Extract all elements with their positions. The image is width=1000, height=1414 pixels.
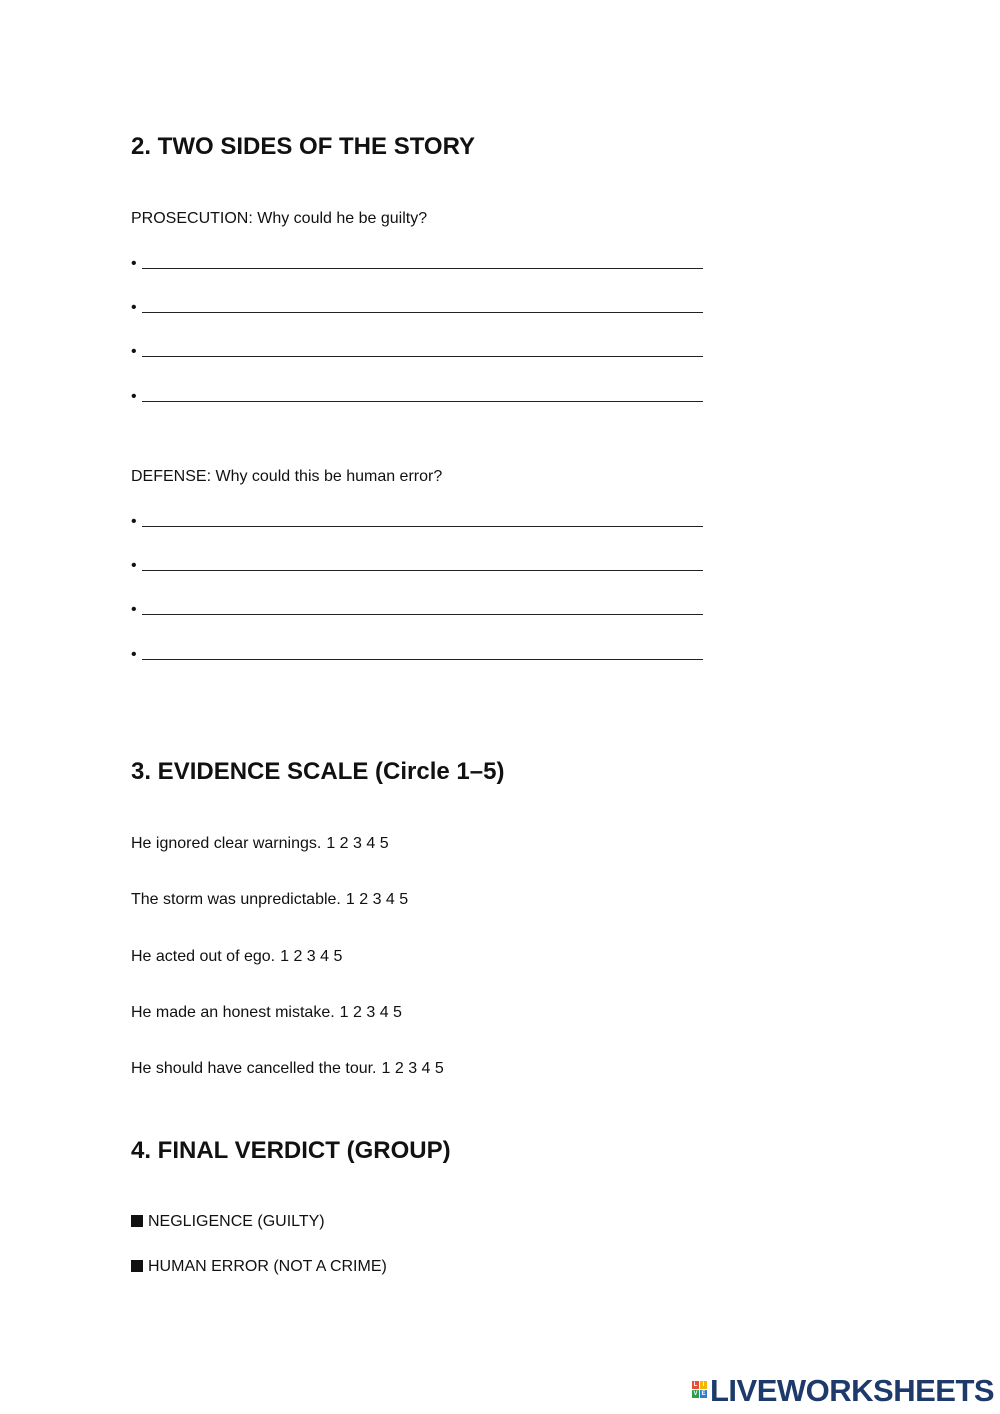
answer-underline	[142, 356, 703, 357]
bullet-dot: •	[131, 646, 137, 663]
answer-underline	[142, 614, 703, 615]
section-2-title: 2. TWO SIDES OF THE STORY	[131, 133, 476, 160]
liveworksheets-logo	[692, 1374, 994, 1408]
evidence-statement: He ignored clear warnings.	[131, 835, 322, 852]
logo-grid-cell: L	[693, 1382, 698, 1388]
evidence-item-5	[131, 1059, 444, 1079]
section-4-title: 4. FINAL VERDICT (GROUP)	[131, 1137, 451, 1164]
bullet-dot: •	[131, 388, 137, 405]
evidence-item-3	[131, 947, 342, 967]
defense-answer-line-4[interactable]	[131, 645, 703, 665]
bullet-dot: •	[131, 343, 137, 360]
bullet-dot: •	[131, 601, 137, 618]
prosecution-answer-line-4[interactable]	[131, 387, 703, 407]
verdict-option-negligence[interactable]	[131, 1212, 325, 1232]
rating-scale[interactable]: 1 2 3 4 5	[339, 1004, 402, 1021]
logo-wordmark: LIVEWORKSHEETS	[710, 1373, 995, 1408]
rating-scale[interactable]: 1 2 3 4 5	[381, 1060, 444, 1077]
prosecution-answer-line-1[interactable]	[131, 254, 703, 274]
verdict-option-label: HUMAN ERROR (NOT A CRIME)	[148, 1258, 387, 1275]
checkbox-square-icon[interactable]	[131, 1260, 143, 1272]
evidence-statement: He made an honest mistake.	[131, 1004, 335, 1021]
evidence-item-2	[131, 890, 408, 910]
answer-underline	[142, 659, 703, 660]
rating-scale[interactable]: 1 2 3 4 5	[280, 948, 343, 965]
prosecution-prompt: PROSECUTION: Why could he be guilty?	[131, 210, 428, 227]
logo-grid-cell: V	[693, 1391, 698, 1397]
answer-underline	[142, 570, 703, 571]
answer-underline	[142, 401, 703, 402]
defense-answer-line-1[interactable]	[131, 512, 703, 532]
rating-scale[interactable]: 1 2 3 4 5	[345, 891, 409, 908]
evidence-item-1	[131, 834, 389, 854]
defense-prompt: DEFENSE: Why could this be human error?	[131, 468, 443, 485]
bullet-dot: •	[131, 255, 137, 272]
answer-underline	[142, 526, 703, 527]
rating-scale[interactable]: 1 2 3 4 5	[326, 835, 389, 852]
answer-underline	[142, 268, 703, 269]
verdict-option-label: NEGLIGENCE (GUILTY)	[148, 1213, 325, 1230]
verdict-option-human-error[interactable]	[131, 1257, 387, 1277]
logo-grid-icon	[692, 1377, 708, 1405]
prosecution-answer-line-2[interactable]	[131, 298, 703, 318]
evidence-statement: He should have cancelled the tour.	[131, 1060, 377, 1077]
checkbox-square-icon[interactable]	[131, 1215, 143, 1227]
evidence-item-4	[131, 1003, 402, 1023]
bullet-dot: •	[131, 299, 137, 316]
section-3-title: 3. EVIDENCE SCALE (Circle 1–5)	[131, 758, 505, 785]
bullet-dot: •	[131, 557, 137, 574]
logo-grid-cell: E	[701, 1391, 706, 1397]
answer-underline	[142, 312, 703, 313]
evidence-statement: The storm was unpredictable.	[131, 891, 341, 908]
bullet-dot: •	[131, 513, 137, 530]
defense-answer-line-3[interactable]	[131, 600, 703, 620]
defense-answer-line-2[interactable]	[131, 556, 703, 576]
evidence-statement: He acted out of ego.	[131, 948, 276, 965]
logo-grid-cell: I	[700, 1381, 707, 1389]
prosecution-answer-line-3[interactable]	[131, 342, 703, 362]
